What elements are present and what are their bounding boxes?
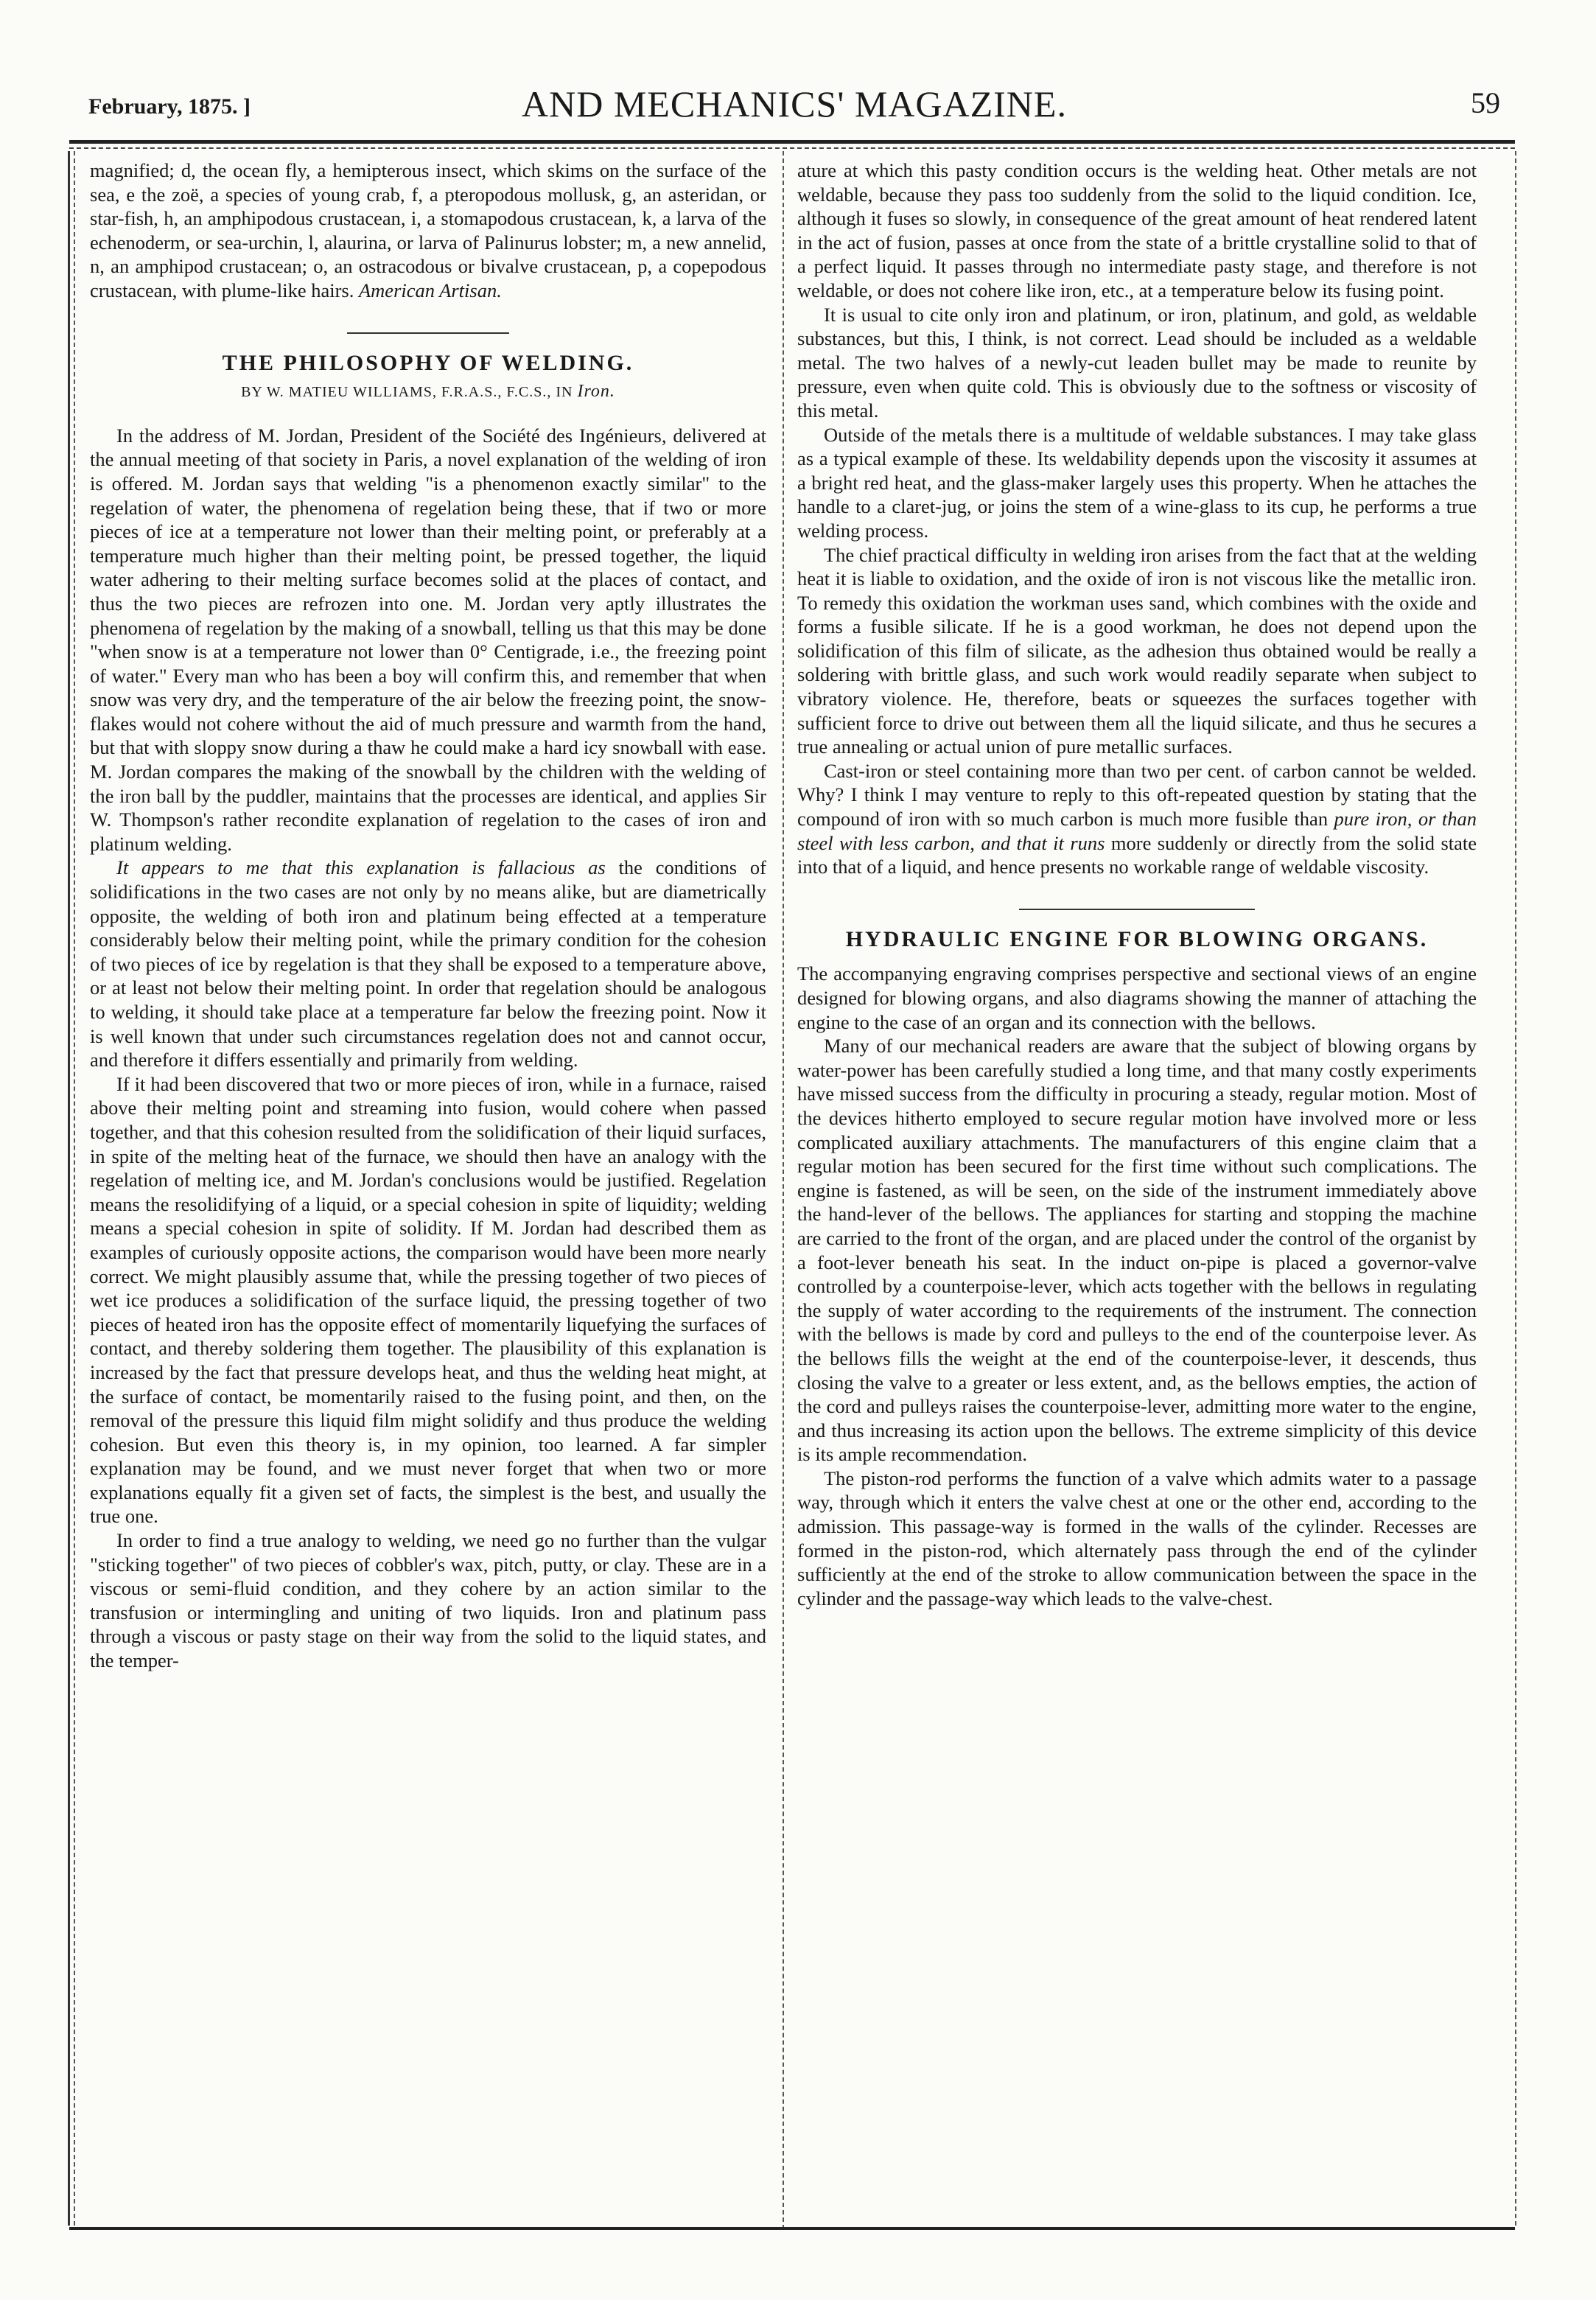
paragraph-3: If it had been discovered that two or more pieces of iron, while in a furnace, raised above their melting point and streaming into fusion, would cohere when passed together, and that this cohesion resulted from the solidification of their liquid surfaces, in spite of the melting heat of the furnace, we should then have an analogy with the regelation of melting ice, and M. Jordan's conclusions would be justified. Regelation means the resolidifying of a liquid, or a special cohesion in spite of liquidity; welding means a special cohesion in spite of solidity. If M. Jordan had described them as examples of curiously opposite actions, the comparison would have been more nearly correct. We might plausibly assume that, while the pressing together of two pieces of wet ice produces a solidification of the surface liquid, the pressing together of two pieces of heated iron has the opposite effect of momentarily liquefying the surfaces of contact, and thereby soldering them together. The plausibility of this explanation is increased by the fact that pressure develops heat, and thus the welding heat might, at the surface of contact, be momentarily raised to the fusing point, and then, on the removal of the pressure this liquid film might solidify and thus produce the welding cohesion. But even this theory is, in my opinion, too learned. A far simpler explanation may be found, and we must never forget that when two or more explanations equally fit a given set of facts, the simplest is the best, and usually the true one. [90,1072,766,1528]
byline [90,380,766,405]
header-rule-dashed [69,147,1515,149]
footer-rule [69,2227,1515,2230]
hydraulic-paragraph-2: Many of our mechanical readers are aware that the subject of blowing organs by water-power has been carefully studied a long time, and that many costly experiments have missed success from the difficulty in procuring a steady, regular motion. Most of the devices hitherto employed to secure regular motion have involved more or less complicated auxiliary attachments. The manufacturers of this engine claim that a regular motion has been secured for the first time without such complications. The engine is fastened, as will be seen, on the side of the instrument immediately above the hand-lever of the bellows. The appliances for starting and stopping the machine are carried to the front of the organ, and are placed under the control of the organist by a foot-lever beneath his seat. In the induct on-pipe is placed a governor-valve controlled by a counterpoise-lever, which acts together with the bellows in regulating the supply of water according to the requirements of the instrument. The connection with the bellows is made by cord and pulleys to the end of the counterpoise lever. As the bellows fills the weight at the end of the counterpoise-lever, it descends, thus closing the valve to a greater or less extent, and, as the bellows empties, the action of the cord and pulleys raises the counterpoise-lever, admitting more water to the engine, and thus increasing its action upon the bellows. The extreme simplicity of this device is its ample recommendation. [797,1035,1477,1466]
running-head [88,83,1500,127]
glass-paragraph: Outside of the metals there is a multitude of weldable substances. I may take glass as a typical example of these. Its weldability depends upon the viscosity it assumes at a bright red heat, and the glass-maker largely uses this property. When he attaches the handle to a claret-jug, or joins the stem of a wine-glass to its cup, he performs a true welding process. [797,423,1477,542]
lead-paragraph [90,158,766,303]
right-column [797,158,1477,2218]
article-title-welding: THE PHILOSOPHY OF WELDING. [222,350,634,375]
cast-iron-text-1: Cast-iron or steel containing more than two per cent. of carbon cannot be welded. Why? I think I may venture to reply to this oft-repeated question by stating that the compound of iron with so much carbon is much more fusible than [797,759,1477,831]
byline-source: Iron. [577,382,615,402]
lead-paragraph-metals: It is usual to cite only iron and platinum, or iron, platinum, and gold, as weldable substances, but this, I think, is not correct. Lead should be included as a weldable metal. The two halves of a newly-cut leaden bullet may be made to reunite by pressure, even when quite cold. This is obviously due to the softness or viscosity of this metal. [797,303,1477,422]
header-rule [69,140,1515,144]
lead-source: American Artisan. [358,279,502,301]
byline-author: BY W. MATIEU WILLIAMS, F.R.A.S., F.C.S., IN [241,384,573,401]
magazine-title: AND MECHANICS' MAGAZINE. [522,83,1067,125]
page-number: 59 [1471,86,1500,119]
italic-lead: It appears to me that this explanation is fallacious as [116,856,606,879]
issue-date: February, 1875. ] [88,94,251,119]
article-title-hydraulic: HYDRAULIC ENGINE FOR BLOWING ORGANS. [845,926,1429,951]
paragraph-2-text: the conditions of solidifications in the two cases are not only by no means alike, but are diametrically opposite, the welding of both iron and platinum being effected at a temperature considerably below their melting point, while the primary condition for the cohesion of two pieces of ice by regelation is that they shall be exposed to a temperature above, or at least not below their melting point. In order that regelation should be analogous to welding, it should take place at a temperature far below the freezing point. Now it is well known that under such circumstances regelation does not and cannot occur, and therefore it differs essentially and primarily from welding. [90,856,766,1072]
left-column [90,158,766,2218]
frame-left-rule [68,151,70,2226]
cast-iron-italic: pure iron, or than steel with less carbon, and that it runs [797,808,1477,854]
lead-paragraph-text: magnified; d, the ocean fly, a hemipterous insect, which skims on the surface of the sea, e the zoë, a species of young crab, f, a pteropodous mollusk, g, an asteridan, or star-fish, h, an amphipodous crustacean, i, a stomapodous crustacean, k, a larva of the echenoderm, or sea-urchin, l, alaurina, or larva of Palinurus lobster; m, a new annelid, n, an amphipod crustacean; o, an ostracodous or bivalve crustacean, p, a copepodous crustacean, with plume-like hairs. [90,159,766,301]
cast-iron-paragraph [797,759,1477,879]
hydraulic-paragraph-3: The piston-rod performs the function of a valve which admits water to a passage way, through which it enters the valve chest at one or the other end, according to the admission. This passage-way is formed in the walls of the cylinder. Recesses are formed in the piston-rod, which alternately pass through the end of the cylinder sufficiently at the end of the stroke to allow communication between the space in the cylinder and the passage-way which leads to the valve-chest. [797,1467,1477,1609]
column-divider [783,151,784,2229]
frame-right-rule [1515,151,1516,2226]
paragraph-4: In order to find a true analogy to welding, we need go no further than the vulgar "sticking together" of two pieces of cobbler's wax, pitch, putty, or clay. These are in a viscous or semi-fluid condition, and they cohere by an action similar to the transfusion or intermingling and uniting of two liquids. Iron and platinum pass through a viscous or pasty stage on their way from the solid to the liquid states, and the temper- [90,1529,766,1672]
continuation-paragraph: ature at which this pasty condition occurs is the welding heat. Other metals are not weldable, because they pass too suddenly from the solid to the liquid condition. Ice, although it fuses so slowly, in consequence of the great amount of heat rendered latent in the act of fusion, passes at once from the state of a brittle crystalline solid to that of a perfect liquid. It passes through no intermediate pasty stage, and therefore is not weldable, or does not cohere like iron, etc., at a temperature below its fusing point. [797,159,1477,301]
frame-left-dashed-rule [74,151,75,2226]
paragraph-2 [90,856,766,1072]
cast-iron-text-2: more suddenly or directly from the solid state into that of a liquid, and hence presents no workable range of weldable viscosity. [797,831,1477,878]
hydraulic-paragraph-1: The accompanying engraving comprises perspective and sectional views of an engine designed for blowing organs, and also diagrams showing the manner of attaching the engine to the case of an organ and its connection with the bellows. [797,962,1477,1033]
paragraph-1: In the address of M. Jordan, President of the Société des Ingénieurs, delivered at the annual meeting of that society in Paris, a novel explanation of the welding of iron is offered. M. Jordan says that welding "is a phenomenon exactly similar" to the regelation of water, the phenomena of regelation being these, that if two or more pieces of ice at a temperature not lower than their melting point, or preferably at a temperature much higher than their melting point, be pressed together, the liquid water adhering to their melting surface becomes solid at the places of contact, and thus the two pieces are refrozen into one. M. Jordan very aptly illustrates the phenomena of regelation by the making of a snowball, telling us that this may be done "when snow is at a temperature not lower than 0° Centigrade, i.e., the freezing point of water." Every man who has been a boy will confirm this, and remember that when snow was very dry, and the temperature of the air below the freezing point, the snow-flakes would not cohere without the aid of much pressure and warmth from the hand, but that with sloppy snow during a thaw he could make a hard icy snowball with ease. M. Jordan compares the making of the snowball by the children with the welding of the iron ball by the puddler, maintains that the processes are identical, and applies Sir W. Thompson's rather recondite explanation of regelation to the cases of iron and platinum welding. [90,424,766,855]
oxidation-paragraph: The chief practical difficulty in welding iron arises from the fact that at the welding heat it is liable to oxidation, and the oxide of iron is not viscous like the metallic iron. To remedy this oxidation the workman uses sand, which combines with the oxide and forms a fusible silicate. If he is a good workman, he does not depend upon the solidification of this film of silicate, as the adhesion thus obtained would be really a soldering with brittle glass, and such work would readily separate when subject to vibratory violence. He, therefore, beats or squeezes the surfaces together with sufficient force to drive out between them all the liquid silicate, and thus he secures a true annealing or actual union of pure metallic surfaces. [797,543,1477,758]
